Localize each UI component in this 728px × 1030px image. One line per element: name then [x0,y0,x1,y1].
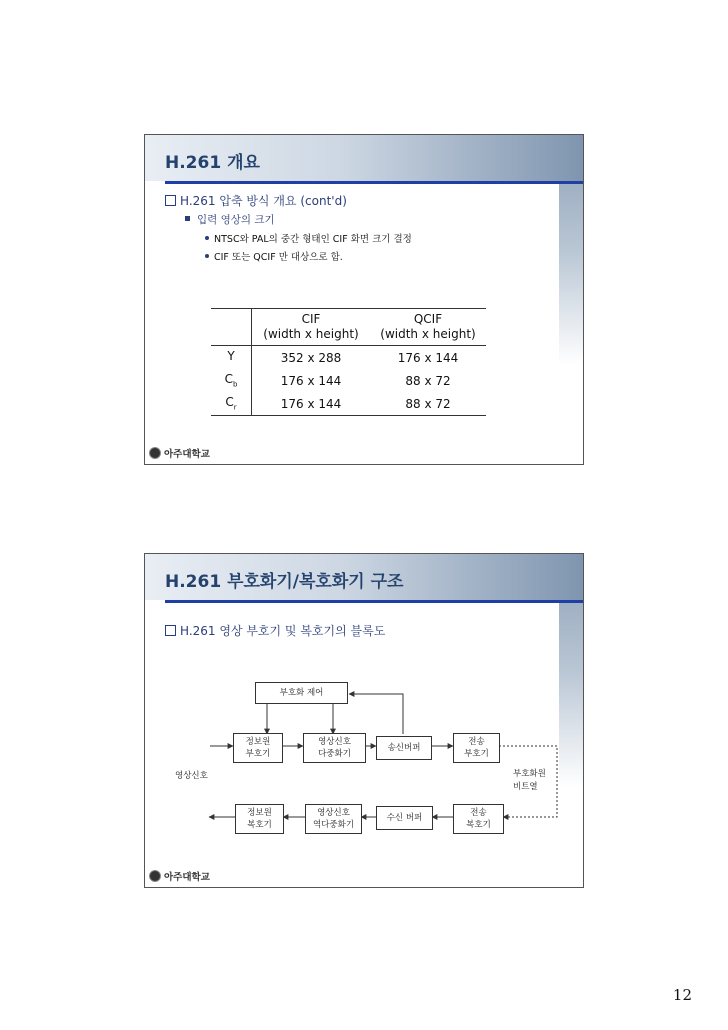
slide-title: H.261 개요 [165,153,260,173]
slide-h261-overview [144,134,584,465]
cell-qcif: 88 x 72 [405,373,451,388]
format-size-table [211,308,486,416]
square-bullet-icon [185,216,190,221]
cell-cif: 352 x 288 [280,350,342,365]
table-header-row [211,309,486,346]
cell-cif: 176 x 144 [280,373,342,388]
university-logo: 아주대학교 [149,446,210,460]
table-row [211,369,486,392]
table-header-cif: CIF (width x height) [252,309,371,346]
table-row [211,346,486,370]
page-number: 12 [672,986,692,1004]
block-tx-decoder: 전송 복호기 [453,804,504,834]
university-logo: 아주대학교 [149,869,210,883]
row-label-y: Y [211,346,252,370]
table-row [211,392,486,416]
point-cif-decision: NTSC와 PAL의 중간 형태인 CIF 화면 크기 결정 [205,231,412,245]
block-tx-buffer: 송신버퍼 [376,736,432,760]
slide-h261-codec-structure [144,553,584,888]
cell-cif: 176 x 144 [252,392,371,416]
dot-bullet-icon [205,254,209,258]
cell-qcif: 88 x 72 [370,392,486,416]
slide-title: H.261 부호화기/복호화기 구조 [165,572,404,592]
block-video-demux: 영상신호 역다중화기 [305,804,362,834]
arrow-txbuffer-to-control [349,694,403,734]
university-emblem-icon [149,870,161,882]
block-source-encoder: 정보원 부호기 [233,733,283,763]
block-encoding-control: 부호화 제어 [255,682,348,704]
label-bitstream: 부호화원 비트열 [513,769,546,792]
slide-title-bar [145,135,583,181]
row-label-cr: $C_r$ [211,392,252,416]
block-rx-buffer: 수신 버퍼 [376,806,433,830]
row-label-cb: $C_b$ [211,369,252,392]
codec-block-diagram [145,554,585,889]
dot-bullet-icon [205,236,209,240]
cell-qcif: 176 x 144 [397,350,459,365]
main-bullet: H.261 영상 부호기 및 복호기의 블록도 [165,622,385,639]
title-underline [165,181,583,184]
point-cif-qcif-only: CIF 또는 QCIF 만 대상으로 함. [205,249,343,263]
table-header-qcif: QCIF (width x height) [370,309,486,346]
block-tx-encoder: 전송 부호기 [453,733,500,763]
label-video-signal: 영상신호 [175,771,208,781]
table-header-blank [211,309,252,346]
slide-side-shade [559,135,583,464]
checkbox-bullet-icon [165,195,176,206]
block-video-mux: 영상신호 다중화기 [303,733,366,763]
sub-bullet: 입력 영상의 크기 [185,212,275,227]
block-source-decoder: 정보원 복호기 [235,804,284,834]
main-bullet: H.261 압축 방식 개요 (cont'd) [165,192,347,209]
university-emblem-icon [149,447,161,459]
